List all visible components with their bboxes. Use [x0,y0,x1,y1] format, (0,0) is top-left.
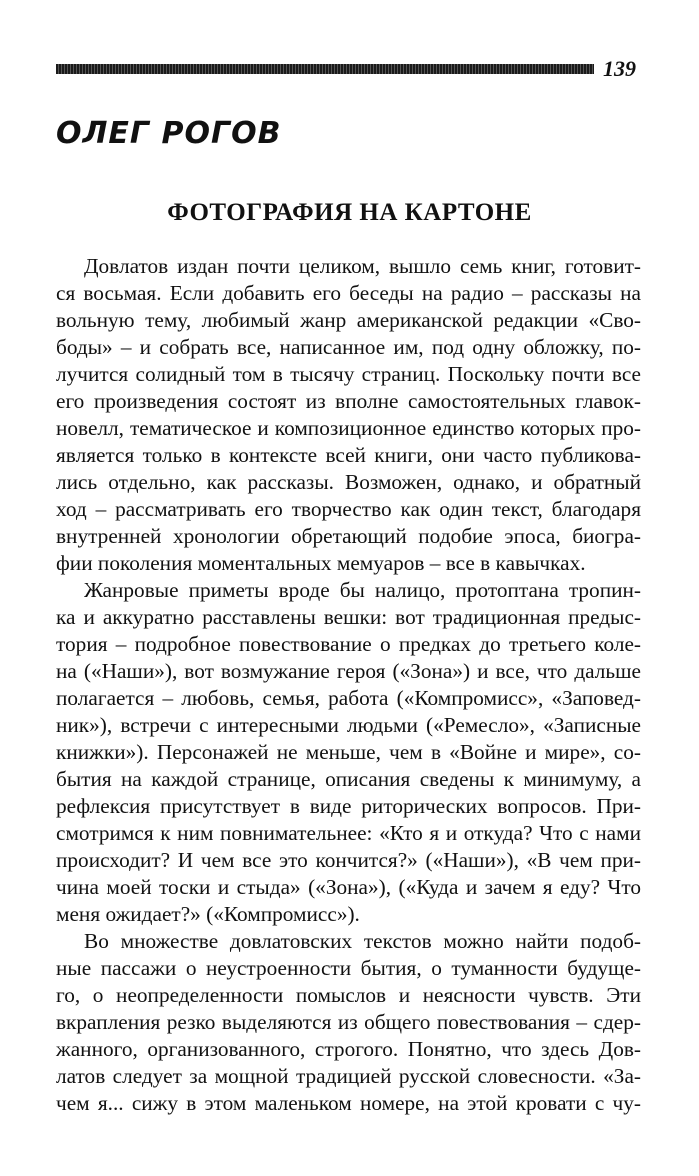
paragraph [56,577,641,928]
text-line: Жанровые приметы вроде бы налицо, протоптана тропин- [84,578,641,602]
author-name: ОЛЕГ РОГОВ [56,116,282,151]
text-line: лучится солидный том в тысячу страниц. Поскольку почти все [56,362,641,386]
text-line: чина моей тоски и стыда» («Зона»), («Куда и зачем я еду? Что [56,875,641,899]
paragraph [56,928,641,1117]
text-line: происходит? И чем все это кончится?» («Наши»), «В чем при- [56,848,641,872]
text-line: вкрапления резко выделяются из общего повествования – сдер- [56,1010,641,1034]
text-line: ник»), встречи с интересными людьми («Ремесло», «Записные [56,713,641,737]
text-line: на («Наши»), вот возмужание героя («Зона») и все, что дальше [56,659,641,683]
text-line: его произведения состоят из вполне самостоятельных главок- [56,389,641,413]
text-line: Довлатов издан почти целиком, вышло семь книг, готовит- [84,254,641,278]
text-line: Во множестве довлатовских текстов можно найти подоб- [84,929,641,953]
text-line: ход – рассматривать его творчество как один текст, благодаря [56,497,641,521]
text-line: полагается – любовь, семья, работа («Компромисс», «Заповед- [56,686,641,710]
paragraph [56,253,641,577]
text-line: рефлексия присутствует в виде риторических вопросов. При- [56,794,641,818]
text-line: книжки»). Персонажей не меньше, чем в «Войне и мире», со- [56,740,641,764]
article-body [56,253,641,1117]
text-line: смотримся к ним повнимательнее: «Кто я и откуда? Что с нами [56,821,641,845]
text-line: бытия на каждой странице, описания сведены к минимуму, а [56,767,641,791]
text-line: меня ожидает?» («Компромисс»). [56,902,360,926]
text-line: ные пассажи о неустроенности бытия, о туманности будуще- [56,956,641,980]
text-line: вольную тему, любимый жанр американской редакции «Сво- [56,308,641,332]
text-line: тория – подробное повествование о предках до третьего коле- [56,632,641,656]
page-number: 139 [603,56,636,81]
text-line: лись отдельно, как рассказы. Возможен, однако, и обратный [56,470,641,494]
text-line: является только в контексте всей книги, они часто публикова- [56,443,641,467]
text-line: жанного, организованного, строгого. Понятно, что здесь Дов- [56,1037,641,1061]
text-line: боды» – и собрать все, написанное им, под одну обложку, по- [56,335,641,359]
header-rule [56,64,594,74]
article-title: ФОТОГРАФИЯ НА КАРТОНЕ [167,199,532,226]
text-line: фии поколения моментальных мемуаров – все в кавычках. [56,551,586,575]
text-line: ся восьмая. Если добавить его беседы на радио – рассказы на [56,281,641,305]
text-line: латов следует за мощной традицией русской словесности. «За- [56,1064,641,1088]
text-line: го, о неопределенности помыслов и неясности чувств. Эти [56,983,641,1007]
text-line: чем я... сижу в этом маленьком номере, на этой кровати с чу- [56,1091,641,1115]
text-line: новелл, тематическое и композиционное единство которых про- [56,416,641,440]
text-line: внутренней хронологии обретающий подобие эпоса, биогра- [56,524,641,548]
text-line: ка и аккуратно расставлены вешки: вот традиционная предыс- [56,605,641,629]
